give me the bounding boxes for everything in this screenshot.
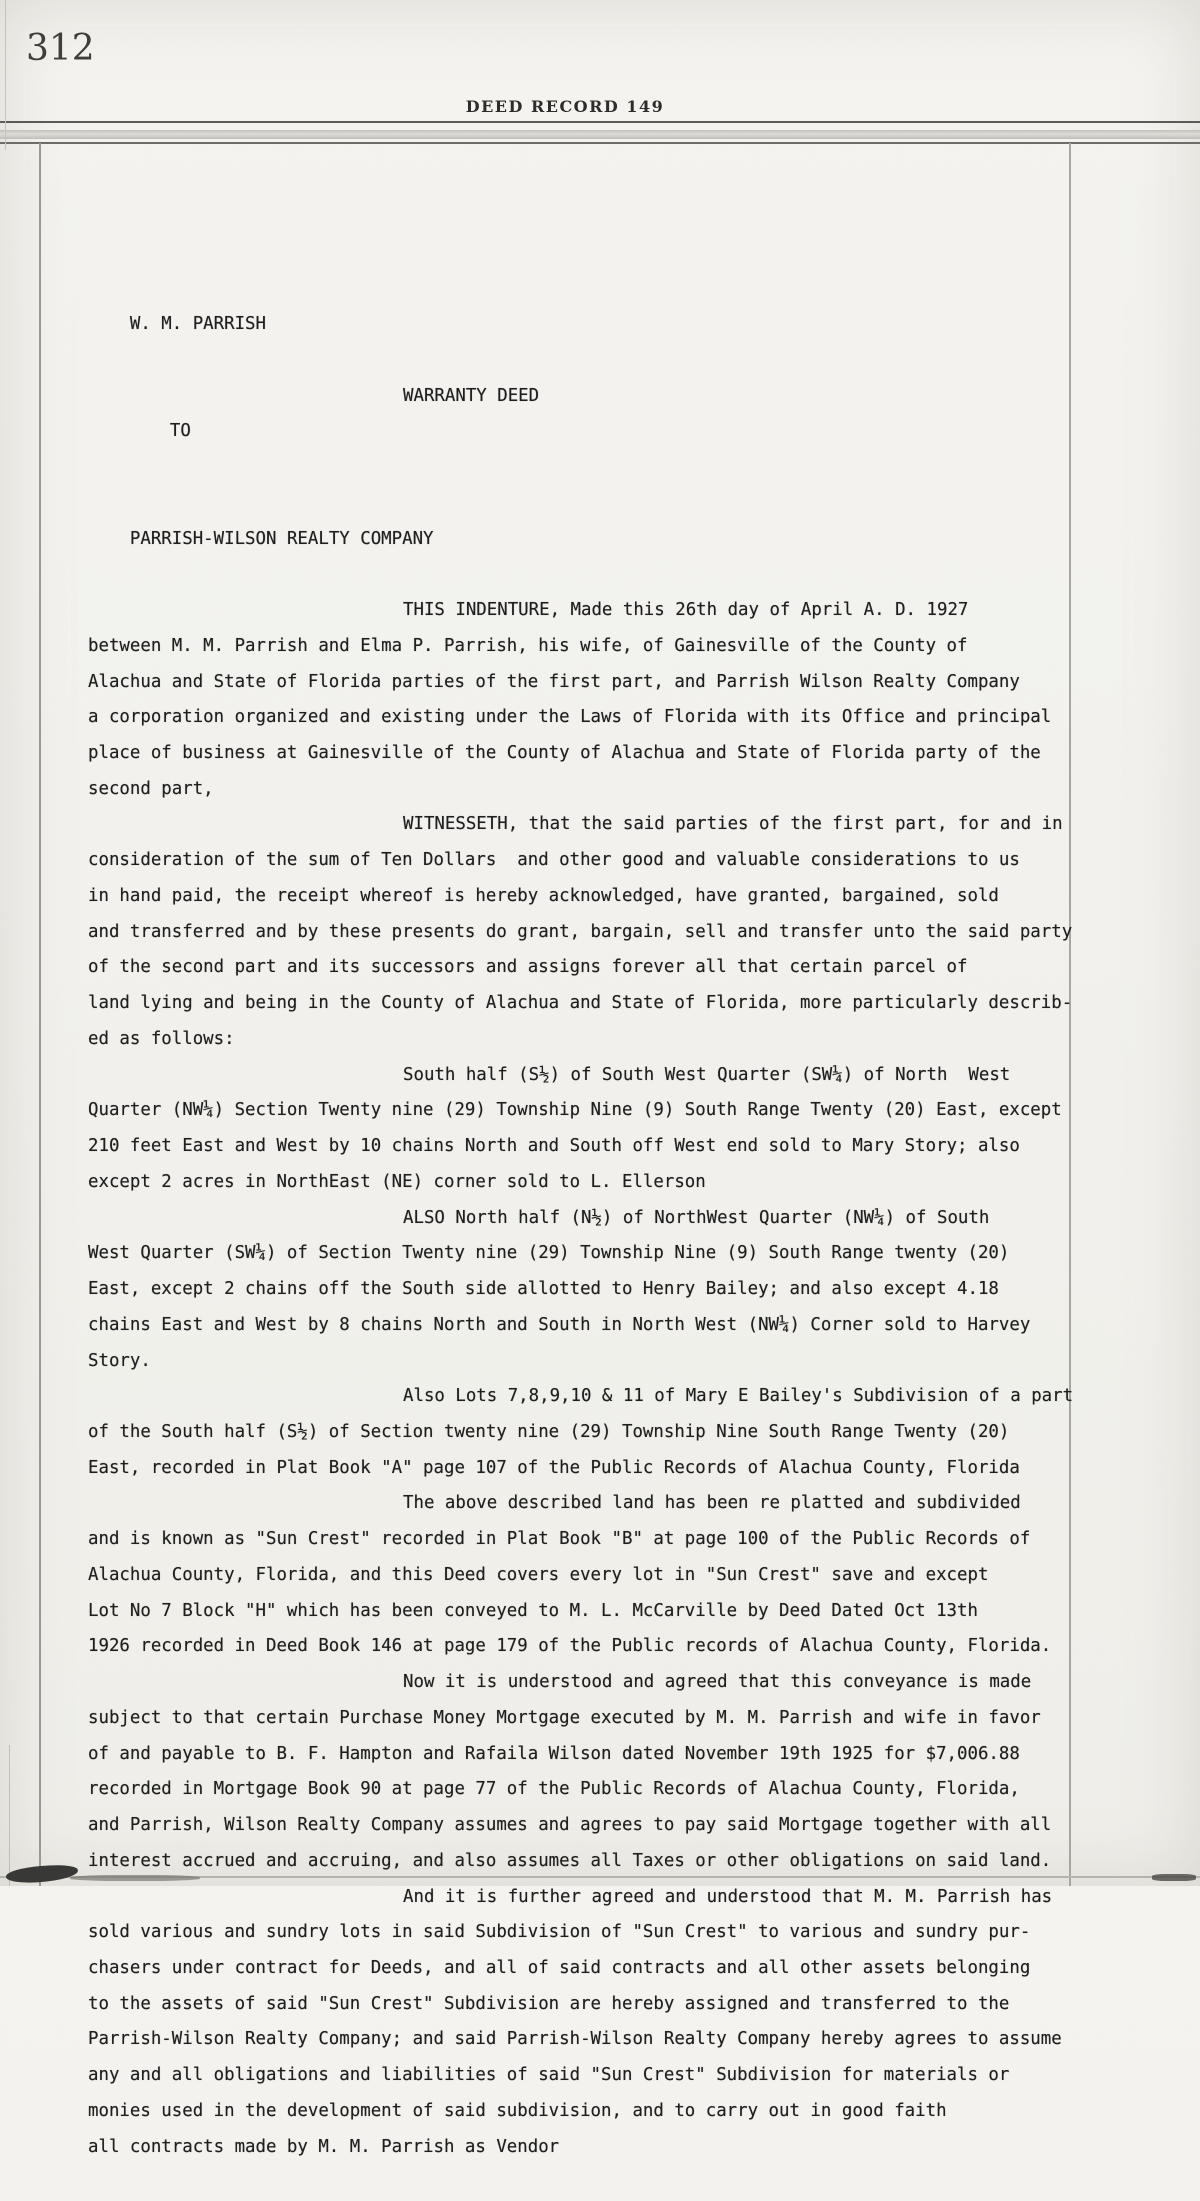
to-label: TO xyxy=(169,421,191,442)
left-margin-rule xyxy=(39,143,41,1886)
deed-text-line: between M. M. Parrish and Elma P. Parrish, his wife, of Gainesville of the County of xyxy=(88,635,968,656)
deed-text-line: West Quarter (SW¼) of Section Twenty nine (29) Township Nine (9) South Range twenty (20) xyxy=(88,1243,1010,1264)
header-rule-band xyxy=(0,130,1200,139)
bottom-ink-blot xyxy=(6,1864,79,1885)
deed-text-line: recorded in Mortgage Book 90 at page 77 of the Public Records of Alachua County, Florida, xyxy=(88,1779,1020,1800)
grantee-name: PARRISH-WILSON REALTY COMPANY xyxy=(129,528,434,549)
bottom-ink-smear xyxy=(70,1875,200,1881)
bottom-right-ink-mark xyxy=(1152,1874,1196,1881)
page-edge-line-top xyxy=(5,0,6,150)
deed-text-line: The above described land has been re platted and subdivided xyxy=(403,1493,1021,1514)
page-edge-line-bottom xyxy=(9,1745,10,1886)
deed-text-line: Now it is understood and agreed that this conveyance is made xyxy=(403,1672,1032,1693)
deed-text-line: 1926 recorded in Deed Book 146 at page 179 of the Public records of Alachua County, Florida. xyxy=(88,1636,1052,1657)
deed-text-line: consideration of the sum of Ten Dollars and other good and valuable considerations to us xyxy=(88,850,1020,871)
record-book-header: DEED RECORD 149 xyxy=(465,97,665,116)
header-rule-top xyxy=(0,121,1200,123)
deed-entry xyxy=(88,200,1128,2201)
deed-text-line: Lot No 7 Block "H" which has been conveyed to M. L. McCarville by Deed Dated Oct 13th xyxy=(88,1600,978,1621)
deed-text-line: And it is further agreed and understood that M. M. Parrish has xyxy=(403,1886,1053,1907)
deed-text-line: all contracts made by M. M. Parrish as Vendor xyxy=(88,2136,560,2157)
deed-text-line: Story. xyxy=(88,1350,151,1371)
deed-text-line: THIS INDENTURE, Made this 26th day of April A. D. 1927 xyxy=(403,600,969,621)
grantee-name-line xyxy=(88,486,1128,549)
deed-text-line: second part, xyxy=(88,778,214,799)
deed-text-line: South half (S½) of South West Quarter (SW¼) of North West xyxy=(403,1064,1011,1085)
deed-text-line: Alachua and State of Florida parties of the first part, and Parrish Wilson Realty Company xyxy=(88,671,1020,692)
deed-text-line: place of business at Gainesville of the County of Alachua and State of Florida party of the xyxy=(88,743,1041,764)
deed-text-line: land lying and being in the County of Alachua and State of Florida, more particularly describ- xyxy=(88,993,1073,1014)
deed-body-text xyxy=(88,593,1128,2165)
deed-text-line: ed as follows: xyxy=(88,1028,235,1049)
deed-text-line: sold various and sundry lots in said Subdivision of "Sun Crest" to various and sundry pur- xyxy=(88,1922,1031,1943)
deed-text-line: of the South half (S½) of Section twenty nine (29) Township Nine South Range Twenty (20) xyxy=(88,1421,1010,1442)
header-rule-bottom xyxy=(0,142,1200,144)
to-and-title-line xyxy=(88,379,1128,442)
deed-text-line: of the second part and its successors and assigns forever all that certain parcel of xyxy=(88,957,968,978)
deed-text-line: chains East and West by 8 chains North and South in North West (NW¼) Corner sold to Harvey xyxy=(88,1314,1031,1335)
deed-text-line: except 2 acres in NorthEast (NE) corner sold to L. Ellerson xyxy=(88,1171,706,1192)
deed-text-line: 210 feet East and West by 10 chains North and South off West end sold to Mary Story; also xyxy=(88,1136,1020,1157)
page-number: 312 xyxy=(26,28,95,69)
deed-text-line: WITNESSETH, that the said parties of the first part, for and in xyxy=(403,814,1063,835)
deed-text-line: monies used in the development of said subdivision, and to carry out in good faith xyxy=(88,2100,947,2121)
grantor-name-line xyxy=(88,271,1128,335)
deed-text-line: Also Lots 7,8,9,10 & 11 of Mary E Bailey's Subdivision of a part xyxy=(403,1386,1074,1407)
deed-text-line: chasers under contract for Deeds, and all of said contracts and all other assets belonging xyxy=(88,1957,1031,1978)
deed-text-line: Parrish-Wilson Realty Company; and said Parrish-Wilson Realty Company hereby agrees to assume xyxy=(88,2029,1062,2050)
deed-text-line: East, except 2 chains off the South side allotted to Henry Bailey; and also except 4.18 xyxy=(88,1279,999,1300)
deed-text-line: Quarter (NW¼) Section Twenty nine (29) Township Nine (9) South Range Twenty (20) East, except xyxy=(88,1100,1062,1121)
deed-text-line: interest accrued and accruing, and also assumes all Taxes or other obligations on said land. xyxy=(88,1850,1052,1871)
deed-text-line: of and payable to B. F. Hampton and Rafaila Wilson dated November 19th 1925 for $7,006.88 xyxy=(88,1743,1020,1764)
deed-text-line: and transferred and by these presents do grant, bargain, sell and transfer unto the said party xyxy=(88,921,1073,942)
deed-text-line: a corporation organized and existing under the Laws of Florida with its Office and principal xyxy=(88,707,1052,728)
grantor-name: W. M. PARRISH xyxy=(129,314,267,335)
document-type-title: WARRANTY DEED xyxy=(403,385,540,406)
deed-text-line: any and all obligations and liabilities of said "Sun Crest" Subdivision for materials or xyxy=(88,2065,1010,2086)
deed-text-line: in hand paid, the receipt whereof is hereby acknowledged, have granted, bargained, sold xyxy=(88,885,999,906)
deed-text-line: to the assets of said "Sun Crest" Subdivision are hereby assigned and transferred to the xyxy=(88,1993,1010,2014)
deed-text-line: Alachua County, Florida, and this Deed covers every lot in "Sun Crest" save and except xyxy=(88,1564,989,1585)
deed-text-line: and is known as "Sun Crest" recorded in Plat Book "B" at page 100 of the Public Records of xyxy=(88,1529,1031,1550)
deed-text-line: ALSO North half (N½) of NorthWest Quarter (NW¼) of South xyxy=(403,1207,990,1228)
deed-text-line: East, recorded in Plat Book "A" page 107 of the Public Records of Alachua County, Florida xyxy=(88,1457,1020,1478)
deed-text-line: and Parrish, Wilson Realty Company assumes and agrees to pay said Mortgage together with all xyxy=(88,1815,1052,1836)
deed-text-line: subject to that certain Purchase Money Mortgage executed by M. M. Parrish and wife in favor xyxy=(88,1707,1041,1728)
